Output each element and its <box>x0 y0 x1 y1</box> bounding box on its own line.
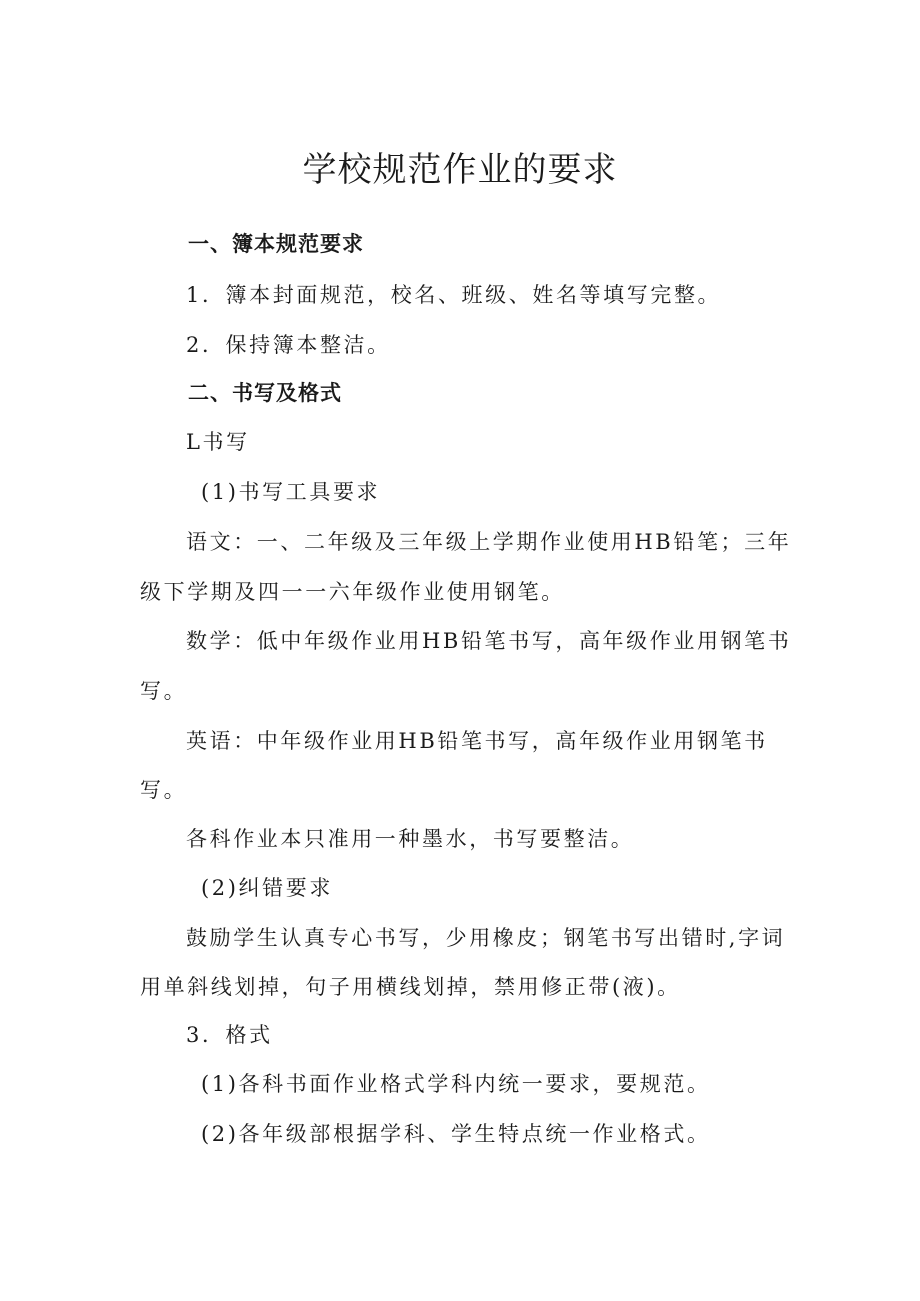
paragraph-line: 写。 <box>140 679 188 703</box>
paragraph-line: 语文：一、二年级及三年级上学期作业使用HB铅笔；三年 <box>186 530 792 554</box>
paragraph-line: 用单斜线划掉，句子用横线划掉，禁用修正带(液)。 <box>140 975 681 999</box>
paragraph-line: 英语：中年级作业用HB铅笔书写，高年级作业用钢笔书 <box>186 729 768 753</box>
paragraph-line: 鼓励学生认真专心书写，少用橡皮；钢笔书写出错时,字词 <box>186 926 786 950</box>
paragraph-line: 2．保持簿本整洁。 <box>186 333 391 357</box>
paragraph-line: 数学：低中年级作业用HB铅笔书写，高年级作业用钢笔书 <box>186 629 792 653</box>
document-title: 学校规范作业的要求 <box>302 150 618 190</box>
section-heading-2: 二、书写及格式 <box>188 381 342 405</box>
paragraph-line: 级下学期及四一一六年级作业使用钢笔。 <box>140 580 565 604</box>
subsection-heading: 3．格式 <box>186 1023 273 1047</box>
paragraph-line: 1．簿本封面规范，校名、班级、姓名等填写完整。 <box>186 283 722 307</box>
item-heading: (2)纠错要求 <box>201 876 333 900</box>
paragraph-line: 各科作业本只准用一种墨水，书写要整洁。 <box>186 827 635 851</box>
subsection-heading: L书写 <box>186 430 250 454</box>
item-line: (1)各科书面作业格式学科内统一要求，要规范。 <box>201 1072 711 1096</box>
section-heading-1: 一、簿本规范要求 <box>188 232 364 256</box>
paragraph-line: 写。 <box>140 778 188 802</box>
item-heading: (1)书写工具要求 <box>201 480 381 504</box>
item-line: (2)各年级部根据学科、学生特点统一作业格式。 <box>201 1122 711 1146</box>
